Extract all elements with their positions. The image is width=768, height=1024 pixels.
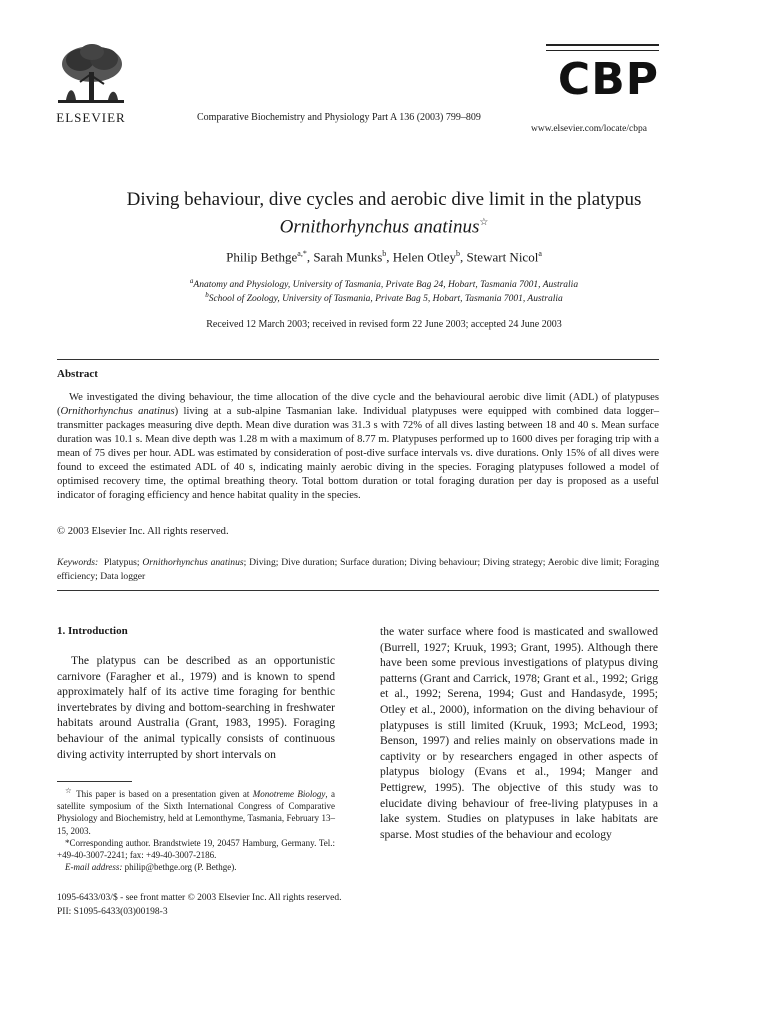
affiliation xyxy=(40,291,728,304)
footnote-email xyxy=(57,861,335,873)
abstract-text-start: We investigated the diving behaviour, the time allocation of the dive cycle and the behavioural aerobic dive limit (ADL) of platypuses ( xyxy=(57,392,659,417)
logo-rule xyxy=(546,44,659,46)
received-dates: Received 12 March 2003; received in revised form 22 June 2003; accepted 24 June 2003 xyxy=(206,319,562,330)
divider xyxy=(57,590,659,591)
affiliation-text: Anatomy and Physiology, University of Tasmania, Private Bag 24, Hobart, Tasmania 7001, Australia xyxy=(193,280,579,291)
footnote-mark: ☆ xyxy=(65,786,73,795)
section-heading: 1. Introduction xyxy=(57,625,128,637)
footnote-text-rest: , a satellite symposium of the Sixth International Congress of Comparative Physiology and Biochemistry, held at Lemonthyme, Tasmania, February 13–15, 2003. xyxy=(57,789,335,836)
author-sup: b xyxy=(455,249,460,258)
title-line-2 xyxy=(40,211,728,238)
author-list: Philip Bethge$^{a,*}$, Sarah Munks$^b$, Helen Otley$^b$, Stewart Nicol$^a$ xyxy=(226,249,542,265)
author-name: Sarah Munks xyxy=(313,249,383,265)
abstract-copyright: © 2003 Elsevier Inc. All rights reserved. xyxy=(57,526,229,537)
affiliation xyxy=(40,277,728,290)
author-name: Helen Otley xyxy=(392,249,456,265)
email-label: E-mail address: xyxy=(65,862,123,873)
keywords-species: Ornithorhynchus anatinus xyxy=(142,557,244,568)
body-column-right: the water surface where food is masticated and swallowed (Burrell, 1927; Kruuk, 1993; Grant, 1995). Although there have been some previous investigations of platypus diving patterns (Grant and Carrick, 1978; Grant et al., 1992; Grigg et al., 1992; Serena, 1994; Gust and Handasyde, 1995; Otley et al., 2000), information on the diving behaviour of platypuses is still limited (Kruuk, 1993; McLeod, 1993; Benson, 1997) and relies mainly on observations made in captivity or by researchers engaged in other aspects of platypus biology (Evans et al., 1994; Manger and Pettigrew, 1995). The objective of this study was to elucidate diving behaviour of free-living platypuses in a lake system. Studies on platypuses in lake habitats are sparse. Most studies of the behaviour and ecology xyxy=(380,625,658,841)
author-name: Philip Bethge xyxy=(226,249,298,265)
issn-line: 1095-6433/03/$ - see front matter © 2003 Elsevier Inc. All rights reserved. xyxy=(57,893,342,903)
title-line-1: Diving behaviour, dive cycles and aerobic dive limit in the platypus xyxy=(126,189,642,210)
footnote-text: This paper is based on a presentation given at xyxy=(76,789,253,799)
keywords-label: Keywords: xyxy=(57,557,99,568)
pii-line: PII: S1095-6433(03)00198-3 xyxy=(57,907,168,917)
article-title xyxy=(40,188,728,238)
keywords-text: Platypus; xyxy=(103,557,140,568)
body-column-left: The platypus can be described as an opportunistic carnivore (Faragher et al., 1979) and is known to spend approximately half of its active time foraging for benthic invertebrates by diving and bottom-searching in freshwater habitats around Australia (Grant, 1983, 1995). Foraging behaviour of the animal typically consists of continuous diving activity interrupted by short intervals on xyxy=(57,654,335,761)
footnote-corresponding: *Corresponding author. Brandstwiete 19, 20457 Hamburg, Germany. Tel.: +49-40-3007-2241; fax: +49-40-3007-2186. xyxy=(57,837,335,861)
author-sup: a xyxy=(538,249,542,258)
author-sup: b xyxy=(382,249,387,258)
keywords-text-rest: ; Diving; Dive duration; Surface duration; Diving behaviour; Diving strategy; Aerobic dive limit; Foraging efficiency; Data logger xyxy=(57,557,660,582)
footnotes xyxy=(57,785,335,873)
abstract-species: Ornithorhynchus anatinus xyxy=(60,406,175,417)
journal-url[interactable]: www.elsevier.com/locate/cbpa xyxy=(531,124,647,134)
title-species: Ornithorhynchus anatinus xyxy=(279,216,480,238)
title-footnote-mark: ☆ xyxy=(479,217,489,228)
keywords xyxy=(57,556,659,584)
footnote-divider xyxy=(57,781,132,782)
author-sup: a,* xyxy=(297,249,307,258)
footnote-emphasis: Monotreme Biology xyxy=(252,789,326,799)
journal-logo-text: CBP xyxy=(557,54,659,105)
logo-rule xyxy=(546,50,659,51)
abstract-heading: Abstract xyxy=(57,368,98,380)
abstract-text-end: ) living at a sub-alpine Tasmanian lake. Individual platypuses were equipped with combined data logger–transmitter packages measuring dive depth. Mean dive duration was 31.3 s with 72% of all dives lasting between 18 and 40 s. Mean surface duration was 10.1 s. Mean dive depth was 1.28 m with a maximum of 8.77 m. Platypuses performed up to 1600 dives per foraging trip with a mean of 75 dives per hour. ADL was estimated by consideration of post-dive surface intervals vs. dive durations. Only 15% of all dives were found to exceed the estimated ADL of 40 s, indicating mainly aerobic diving in the species. Foraging platypuses followed a model of optimised recovery time, the optimal breathing theory. Total bottom duration or total foraging duration per day is proposed as a useful indicator of foraging efficiency and hence habitat quality in the species. xyxy=(57,406,660,501)
elsevier-tree-logo-icon xyxy=(52,42,130,110)
bottom-info xyxy=(57,891,342,919)
email-value[interactable]: philip@bethge.org (P. Bethge). xyxy=(124,862,237,873)
journal-citation: Comparative Biochemistry and Physiology Part A 136 (2003) 799–809 xyxy=(197,112,481,123)
footnote xyxy=(57,785,335,837)
author-name: Stewart Nicol xyxy=(466,249,539,265)
abstract-body xyxy=(57,391,659,503)
divider xyxy=(57,359,659,360)
journal-logo xyxy=(546,44,659,105)
affiliation-sup: b xyxy=(205,291,209,299)
affiliation-sup: a xyxy=(189,277,194,285)
publisher-name: ELSEVIER xyxy=(56,110,126,125)
affiliation-text: School of Zoology, University of Tasmania, Private Bag 5, Hobart, Tasmania 7001, Australia xyxy=(208,294,563,305)
